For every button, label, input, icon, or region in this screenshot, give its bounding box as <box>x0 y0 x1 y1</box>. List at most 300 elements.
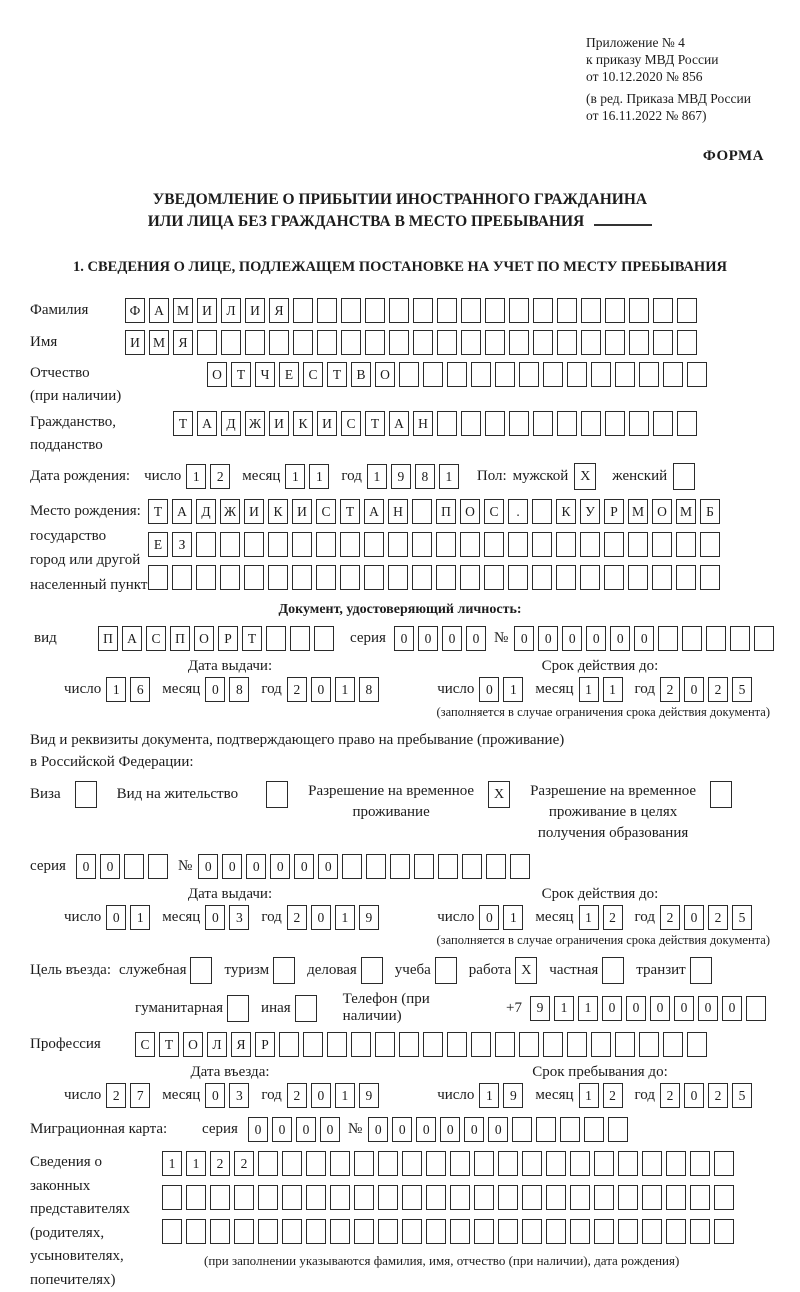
char-cell[interactable] <box>509 298 529 323</box>
year-cell[interactable]: 2 <box>660 1083 680 1108</box>
char-cell[interactable]: 0 <box>272 1117 292 1142</box>
char-cell[interactable] <box>162 1185 182 1210</box>
char-cell[interactable] <box>330 1219 350 1244</box>
day-cell[interactable]: 1 <box>503 905 523 930</box>
char-cell[interactable] <box>436 532 456 557</box>
char-cell[interactable] <box>653 298 673 323</box>
char-cell[interactable] <box>730 626 750 651</box>
year-cell[interactable]: 5 <box>732 905 752 930</box>
month-cell[interactable]: 1 <box>309 464 329 489</box>
year-cell[interactable]: 2 <box>287 1083 307 1108</box>
char-cell[interactable]: И <box>317 411 337 436</box>
char-cell[interactable]: У <box>580 499 600 524</box>
year-cell[interactable]: 1 <box>335 677 355 702</box>
char-cell[interactable] <box>351 1032 371 1057</box>
char-cell[interactable] <box>220 532 240 557</box>
char-cell[interactable] <box>615 1032 635 1057</box>
char-cell[interactable] <box>594 1219 614 1244</box>
char-cell[interactable] <box>557 411 577 436</box>
char-cell[interactable] <box>498 1151 518 1176</box>
char-cell[interactable] <box>580 565 600 590</box>
day-cell[interactable]: 1 <box>479 1083 499 1108</box>
char-cell[interactable]: Т <box>148 499 168 524</box>
char-cell[interactable] <box>522 1151 542 1176</box>
char-cell[interactable]: 0 <box>246 854 266 879</box>
char-cell[interactable]: К <box>268 499 288 524</box>
char-cell[interactable] <box>426 1185 446 1210</box>
char-cell[interactable] <box>628 565 648 590</box>
char-cell[interactable] <box>498 1185 518 1210</box>
month-cell[interactable]: 2 <box>603 905 623 930</box>
day-cell[interactable]: 0 <box>106 905 126 930</box>
phone-boxes[interactable] <box>530 996 770 1021</box>
char-cell[interactable]: Т <box>340 499 360 524</box>
char-cell[interactable] <box>474 1185 494 1210</box>
char-cell[interactable] <box>532 565 552 590</box>
char-cell[interactable] <box>306 1151 326 1176</box>
char-cell[interactable] <box>197 330 217 355</box>
char-cell[interactable] <box>663 1032 683 1057</box>
given-name-boxes[interactable] <box>125 330 701 355</box>
day-cell[interactable]: 1 <box>130 905 150 930</box>
temp-residence-checkbox[interactable]: X <box>488 781 510 808</box>
year-cell[interactable]: 2 <box>287 677 307 702</box>
char-cell[interactable] <box>244 565 264 590</box>
char-cell[interactable] <box>570 1219 590 1244</box>
month-cell[interactable]: 0 <box>205 905 225 930</box>
char-cell[interactable] <box>666 1219 686 1244</box>
char-cell[interactable]: 0 <box>586 626 606 651</box>
char-cell[interactable] <box>584 1117 604 1142</box>
char-cell[interactable] <box>605 330 625 355</box>
char-cell[interactable] <box>234 1219 254 1244</box>
char-cell[interactable]: С <box>316 499 336 524</box>
char-cell[interactable] <box>365 330 385 355</box>
char-cell[interactable] <box>522 1219 542 1244</box>
year-cell[interactable]: 8 <box>359 677 379 702</box>
char-cell[interactable] <box>570 1151 590 1176</box>
char-cell[interactable] <box>426 1151 446 1176</box>
char-cell[interactable] <box>519 1032 539 1057</box>
char-cell[interactable] <box>412 499 432 524</box>
char-cell[interactable] <box>628 532 648 557</box>
char-cell[interactable] <box>340 532 360 557</box>
char-cell[interactable] <box>508 565 528 590</box>
char-cell[interactable]: И <box>245 298 265 323</box>
char-cell[interactable]: Ж <box>245 411 265 436</box>
char-cell[interactable] <box>282 1219 302 1244</box>
char-cell[interactable]: 0 <box>368 1117 388 1142</box>
char-cell[interactable] <box>290 626 310 651</box>
char-cell[interactable]: О <box>207 362 227 387</box>
char-cell[interactable]: Ч <box>255 362 275 387</box>
char-cell[interactable] <box>388 565 408 590</box>
char-cell[interactable]: С <box>484 499 504 524</box>
year-cell[interactable]: 0 <box>684 677 704 702</box>
char-cell[interactable] <box>423 1032 443 1057</box>
char-cell[interactable] <box>604 532 624 557</box>
year-cell[interactable]: 9 <box>359 1083 379 1108</box>
char-cell[interactable] <box>533 298 553 323</box>
birth-place-row1[interactable] <box>148 499 724 524</box>
char-cell[interactable] <box>706 626 726 651</box>
patronymic-boxes[interactable] <box>207 362 711 387</box>
char-cell[interactable] <box>460 565 480 590</box>
char-cell[interactable]: О <box>194 626 214 651</box>
residence-number-boxes[interactable] <box>198 854 534 879</box>
sex-female-checkbox[interactable] <box>673 463 695 490</box>
char-cell[interactable] <box>426 1219 446 1244</box>
char-cell[interactable] <box>292 565 312 590</box>
residence-permit-checkbox[interactable] <box>266 781 288 808</box>
char-cell[interactable] <box>306 1219 326 1244</box>
year-cell[interactable]: 9 <box>391 464 411 489</box>
char-cell[interactable] <box>484 532 504 557</box>
char-cell[interactable] <box>639 1032 659 1057</box>
char-cell[interactable] <box>652 565 672 590</box>
char-cell[interactable] <box>690 1219 710 1244</box>
char-cell[interactable]: 0 <box>602 996 622 1021</box>
char-cell[interactable] <box>618 1151 638 1176</box>
char-cell[interactable] <box>186 1219 206 1244</box>
char-cell[interactable] <box>282 1151 302 1176</box>
char-cell[interactable] <box>366 854 386 879</box>
char-cell[interactable]: 0 <box>198 854 218 879</box>
year-cell[interactable]: 2 <box>287 905 307 930</box>
char-cell[interactable] <box>402 1219 422 1244</box>
char-cell[interactable]: 0 <box>76 854 96 879</box>
char-cell[interactable] <box>495 1032 515 1057</box>
char-cell[interactable] <box>687 1032 707 1057</box>
char-cell[interactable] <box>314 626 334 651</box>
char-cell[interactable]: Б <box>700 499 720 524</box>
char-cell[interactable] <box>450 1219 470 1244</box>
char-cell[interactable]: М <box>676 499 696 524</box>
year-cell[interactable]: 2 <box>660 677 680 702</box>
char-cell[interactable] <box>413 330 433 355</box>
char-cell[interactable] <box>266 626 286 651</box>
day-cell[interactable]: 0 <box>479 677 499 702</box>
char-cell[interactable] <box>652 532 672 557</box>
year-cell[interactable]: 2 <box>708 677 728 702</box>
char-cell[interactable]: 1 <box>162 1151 182 1176</box>
char-cell[interactable] <box>509 330 529 355</box>
char-cell[interactable] <box>677 330 697 355</box>
char-cell[interactable]: 0 <box>466 626 486 651</box>
purpose-business-checkbox[interactable] <box>361 957 383 984</box>
char-cell[interactable]: С <box>303 362 323 387</box>
char-cell[interactable] <box>746 996 766 1021</box>
char-cell[interactable] <box>342 854 362 879</box>
char-cell[interactable]: И <box>269 411 289 436</box>
char-cell[interactable]: И <box>244 499 264 524</box>
char-cell[interactable] <box>245 330 265 355</box>
char-cell[interactable]: З <box>172 532 192 557</box>
purpose-tourism-checkbox[interactable] <box>273 957 295 984</box>
char-cell[interactable]: 0 <box>464 1117 484 1142</box>
char-cell[interactable]: В <box>351 362 371 387</box>
char-cell[interactable] <box>388 532 408 557</box>
char-cell[interactable] <box>402 1185 422 1210</box>
char-cell[interactable]: 1 <box>578 996 598 1021</box>
char-cell[interactable] <box>354 1185 374 1210</box>
legal-reps-row1[interactable] <box>162 1151 738 1176</box>
purpose-work-checkbox[interactable]: X <box>515 957 537 984</box>
char-cell[interactable]: 0 <box>698 996 718 1021</box>
residence-series-boxes[interactable] <box>76 854 172 879</box>
char-cell[interactable] <box>341 330 361 355</box>
char-cell[interactable] <box>556 532 576 557</box>
char-cell[interactable] <box>221 330 241 355</box>
char-cell[interactable] <box>389 330 409 355</box>
char-cell[interactable] <box>642 1185 662 1210</box>
purpose-other-checkbox[interactable] <box>295 995 317 1022</box>
char-cell[interactable]: О <box>652 499 672 524</box>
char-cell[interactable] <box>437 330 457 355</box>
char-cell[interactable] <box>682 626 702 651</box>
month-cell[interactable]: 0 <box>205 1083 225 1108</box>
char-cell[interactable] <box>450 1185 470 1210</box>
year-cell[interactable]: 5 <box>732 677 752 702</box>
char-cell[interactable] <box>495 362 515 387</box>
char-cell[interactable]: А <box>389 411 409 436</box>
char-cell[interactable]: П <box>170 626 190 651</box>
char-cell[interactable]: К <box>556 499 576 524</box>
char-cell[interactable] <box>546 1185 566 1210</box>
char-cell[interactable]: Т <box>242 626 262 651</box>
char-cell[interactable] <box>642 1151 662 1176</box>
char-cell[interactable] <box>581 298 601 323</box>
char-cell[interactable] <box>474 1151 494 1176</box>
char-cell[interactable]: 0 <box>318 854 338 879</box>
char-cell[interactable] <box>714 1219 734 1244</box>
char-cell[interactable]: А <box>122 626 142 651</box>
migration-series-boxes[interactable] <box>248 1117 344 1142</box>
sex-male-checkbox[interactable]: X <box>574 463 596 490</box>
year-cell[interactable]: 9 <box>359 905 379 930</box>
char-cell[interactable] <box>390 854 410 879</box>
char-cell[interactable]: 0 <box>416 1117 436 1142</box>
char-cell[interactable] <box>330 1151 350 1176</box>
char-cell[interactable] <box>560 1117 580 1142</box>
char-cell[interactable] <box>269 330 289 355</box>
char-cell[interactable] <box>714 1151 734 1176</box>
char-cell[interactable]: 0 <box>674 996 694 1021</box>
char-cell[interactable] <box>306 1185 326 1210</box>
year-cell[interactable]: 0 <box>684 905 704 930</box>
profession-boxes[interactable] <box>135 1032 711 1057</box>
char-cell[interactable]: М <box>628 499 648 524</box>
month-cell[interactable]: 1 <box>285 464 305 489</box>
char-cell[interactable] <box>594 1185 614 1210</box>
purpose-private-checkbox[interactable] <box>602 957 624 984</box>
char-cell[interactable] <box>330 1185 350 1210</box>
char-cell[interactable] <box>519 362 539 387</box>
char-cell[interactable] <box>378 1185 398 1210</box>
char-cell[interactable]: Я <box>269 298 289 323</box>
char-cell[interactable] <box>196 565 216 590</box>
char-cell[interactable] <box>378 1151 398 1176</box>
char-cell[interactable] <box>258 1151 278 1176</box>
surname-boxes[interactable] <box>125 298 701 323</box>
char-cell[interactable] <box>292 532 312 557</box>
char-cell[interactable] <box>700 565 720 590</box>
doc-number-boxes[interactable] <box>514 626 778 651</box>
char-cell[interactable]: Т <box>173 411 193 436</box>
char-cell[interactable] <box>639 362 659 387</box>
char-cell[interactable] <box>148 565 168 590</box>
char-cell[interactable] <box>210 1185 230 1210</box>
char-cell[interactable] <box>567 362 587 387</box>
char-cell[interactable] <box>690 1151 710 1176</box>
char-cell[interactable] <box>629 298 649 323</box>
char-cell[interactable]: О <box>375 362 395 387</box>
char-cell[interactable]: О <box>183 1032 203 1057</box>
char-cell[interactable]: М <box>173 298 193 323</box>
char-cell[interactable] <box>512 1117 532 1142</box>
char-cell[interactable] <box>450 1151 470 1176</box>
month-cell[interactable]: 1 <box>579 1083 599 1108</box>
char-cell[interactable] <box>413 298 433 323</box>
char-cell[interactable]: Н <box>388 499 408 524</box>
char-cell[interactable] <box>533 330 553 355</box>
char-cell[interactable]: Т <box>231 362 251 387</box>
month-cell[interactable]: 2 <box>603 1083 623 1108</box>
legal-reps-row3[interactable] <box>162 1219 738 1244</box>
char-cell[interactable]: 0 <box>394 626 414 651</box>
char-cell[interactable] <box>354 1219 374 1244</box>
char-cell[interactable]: С <box>341 411 361 436</box>
char-cell[interactable] <box>399 1032 419 1057</box>
char-cell[interactable] <box>687 362 707 387</box>
char-cell[interactable] <box>676 565 696 590</box>
char-cell[interactable] <box>447 1032 467 1057</box>
char-cell[interactable]: Т <box>327 362 347 387</box>
char-cell[interactable] <box>412 565 432 590</box>
char-cell[interactable]: А <box>172 499 192 524</box>
char-cell[interactable] <box>316 532 336 557</box>
char-cell[interactable] <box>510 854 530 879</box>
month-cell[interactable]: 3 <box>229 1083 249 1108</box>
char-cell[interactable]: А <box>364 499 384 524</box>
char-cell[interactable] <box>162 1219 182 1244</box>
char-cell[interactable] <box>581 330 601 355</box>
char-cell[interactable] <box>365 298 385 323</box>
month-cell[interactable]: 1 <box>579 677 599 702</box>
char-cell[interactable]: Е <box>279 362 299 387</box>
char-cell[interactable] <box>340 565 360 590</box>
char-cell[interactable] <box>485 330 505 355</box>
year-cell[interactable]: 1 <box>367 464 387 489</box>
char-cell[interactable] <box>546 1151 566 1176</box>
char-cell[interactable] <box>234 1185 254 1210</box>
char-cell[interactable]: 0 <box>320 1117 340 1142</box>
month-cell[interactable]: 3 <box>229 905 249 930</box>
char-cell[interactable] <box>378 1219 398 1244</box>
char-cell[interactable] <box>148 854 168 879</box>
temp-residence-education-checkbox[interactable] <box>710 781 732 808</box>
year-cell[interactable]: 2 <box>660 905 680 930</box>
char-cell[interactable] <box>557 298 577 323</box>
visa-checkbox[interactable] <box>75 781 97 808</box>
birth-place-row2[interactable] <box>148 532 724 557</box>
purpose-transit-checkbox[interactable] <box>690 957 712 984</box>
char-cell[interactable]: 0 <box>270 854 290 879</box>
char-cell[interactable] <box>658 626 678 651</box>
day-cell[interactable]: 9 <box>503 1083 523 1108</box>
char-cell[interactable] <box>317 298 337 323</box>
char-cell[interactable] <box>303 1032 323 1057</box>
char-cell[interactable] <box>389 298 409 323</box>
char-cell[interactable]: А <box>197 411 217 436</box>
char-cell[interactable] <box>438 854 458 879</box>
char-cell[interactable] <box>605 411 625 436</box>
char-cell[interactable] <box>293 298 313 323</box>
char-cell[interactable] <box>666 1151 686 1176</box>
char-cell[interactable]: 0 <box>650 996 670 1021</box>
char-cell[interactable]: Р <box>604 499 624 524</box>
char-cell[interactable]: Н <box>413 411 433 436</box>
char-cell[interactable] <box>486 854 506 879</box>
char-cell[interactable] <box>293 330 313 355</box>
char-cell[interactable]: Р <box>218 626 238 651</box>
doc-series-boxes[interactable] <box>394 626 490 651</box>
char-cell[interactable] <box>462 854 482 879</box>
char-cell[interactable] <box>437 298 457 323</box>
char-cell[interactable] <box>543 362 563 387</box>
char-cell[interactable] <box>412 532 432 557</box>
char-cell[interactable]: 0 <box>100 854 120 879</box>
char-cell[interactable]: С <box>146 626 166 651</box>
char-cell[interactable] <box>341 298 361 323</box>
char-cell[interactable]: 0 <box>442 626 462 651</box>
day-cell[interactable]: 1 <box>106 677 126 702</box>
char-cell[interactable]: 0 <box>392 1117 412 1142</box>
char-cell[interactable] <box>533 411 553 436</box>
char-cell[interactable] <box>594 1151 614 1176</box>
char-cell[interactable]: Я <box>173 330 193 355</box>
char-cell[interactable] <box>605 298 625 323</box>
year-cell[interactable]: 0 <box>311 905 331 930</box>
year-cell[interactable]: 8 <box>415 464 435 489</box>
char-cell[interactable]: Е <box>148 532 168 557</box>
char-cell[interactable]: 0 <box>626 996 646 1021</box>
char-cell[interactable]: О <box>460 499 480 524</box>
char-cell[interactable] <box>580 532 600 557</box>
char-cell[interactable] <box>354 1151 374 1176</box>
char-cell[interactable] <box>327 1032 347 1057</box>
char-cell[interactable] <box>567 1032 587 1057</box>
char-cell[interactable] <box>690 1185 710 1210</box>
year-cell[interactable]: 0 <box>311 677 331 702</box>
char-cell[interactable] <box>268 565 288 590</box>
day-cell[interactable]: 7 <box>130 1083 150 1108</box>
char-cell[interactable] <box>471 1032 491 1057</box>
char-cell[interactable] <box>124 854 144 879</box>
char-cell[interactable]: Л <box>221 298 241 323</box>
char-cell[interactable] <box>604 565 624 590</box>
char-cell[interactable]: Л <box>207 1032 227 1057</box>
char-cell[interactable] <box>461 298 481 323</box>
char-cell[interactable] <box>536 1117 556 1142</box>
char-cell[interactable]: 0 <box>562 626 582 651</box>
char-cell[interactable] <box>570 1185 590 1210</box>
char-cell[interactable]: 2 <box>210 1151 230 1176</box>
purpose-study-checkbox[interactable] <box>435 957 457 984</box>
char-cell[interactable] <box>484 565 504 590</box>
year-cell[interactable]: 2 <box>708 1083 728 1108</box>
char-cell[interactable] <box>677 411 697 436</box>
